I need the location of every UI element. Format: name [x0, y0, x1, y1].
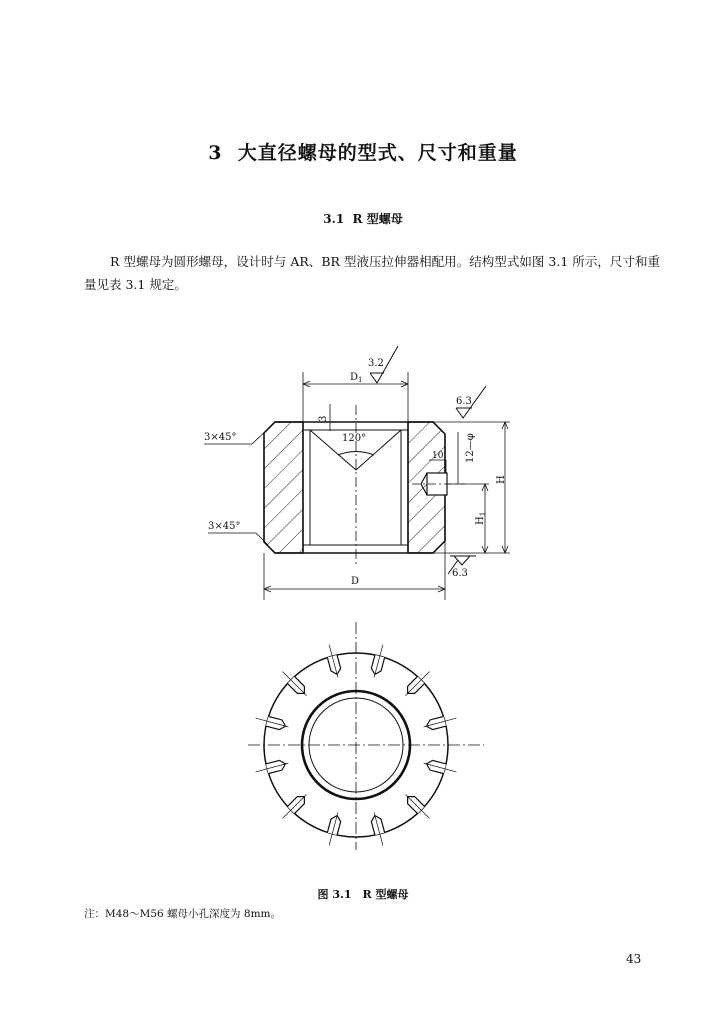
figure-caption: 图 3.1 R 型螺母 [317, 888, 409, 901]
chamfer-bottom-label: 3×45° [208, 521, 241, 532]
body-paragraph: R 型螺母为圆形螺母，设计时与 AR、BR 型液压拉伸器相配用。结构型式如图 3.1 所示，尺寸和重量见表 3.1 规定。 [84, 254, 660, 292]
h1-label-sub: 1 [479, 511, 487, 517]
radial-hole [402, 791, 433, 822]
radial-hole [422, 758, 457, 776]
radial-hole [402, 668, 433, 699]
radial-hole [254, 713, 289, 731]
section-title-text: R 型螺母 [352, 212, 403, 226]
left-wall-section [264, 422, 303, 553]
page-number: 43 [626, 952, 642, 966]
hole-label: 12—φ [465, 433, 476, 463]
angle-label: 120° [342, 433, 367, 444]
roughness-side-top-label: 6.3 [456, 396, 472, 407]
radial-hole [422, 713, 457, 731]
d1-label [350, 372, 363, 384]
figure-note: 注：M48～M56 螺母小孔深度为 8mm。 [84, 908, 281, 920]
section-view [204, 346, 510, 600]
d1-label-main: D [350, 372, 359, 383]
d1-label-sub: 1 [358, 376, 363, 384]
radial-hole [369, 643, 387, 678]
chapter-title-text: 大直径螺母的型式、尺寸和重量 [237, 142, 518, 164]
d-label: D [351, 576, 360, 587]
chapter-number: 3 [208, 142, 223, 164]
roughness-top-label: 3.2 [368, 358, 384, 369]
chamfer-top-label: 3×45° [204, 432, 237, 443]
radial-hole [279, 791, 310, 822]
h1-label [475, 512, 487, 525]
dim-10-label: 10 [432, 451, 444, 461]
radial-hole [324, 811, 342, 846]
radial-hole [369, 811, 387, 846]
h1-label-main: H [475, 516, 486, 525]
radial-hole [254, 758, 289, 776]
radial-hole [324, 643, 342, 678]
radial-hole [279, 668, 310, 699]
section-number: 3.1 [323, 212, 345, 226]
depth-3-label: 3 [318, 415, 329, 422]
top-view [248, 622, 484, 850]
h-label: H [496, 475, 507, 484]
roughness-side-bottom-label: 6.3 [452, 568, 468, 579]
